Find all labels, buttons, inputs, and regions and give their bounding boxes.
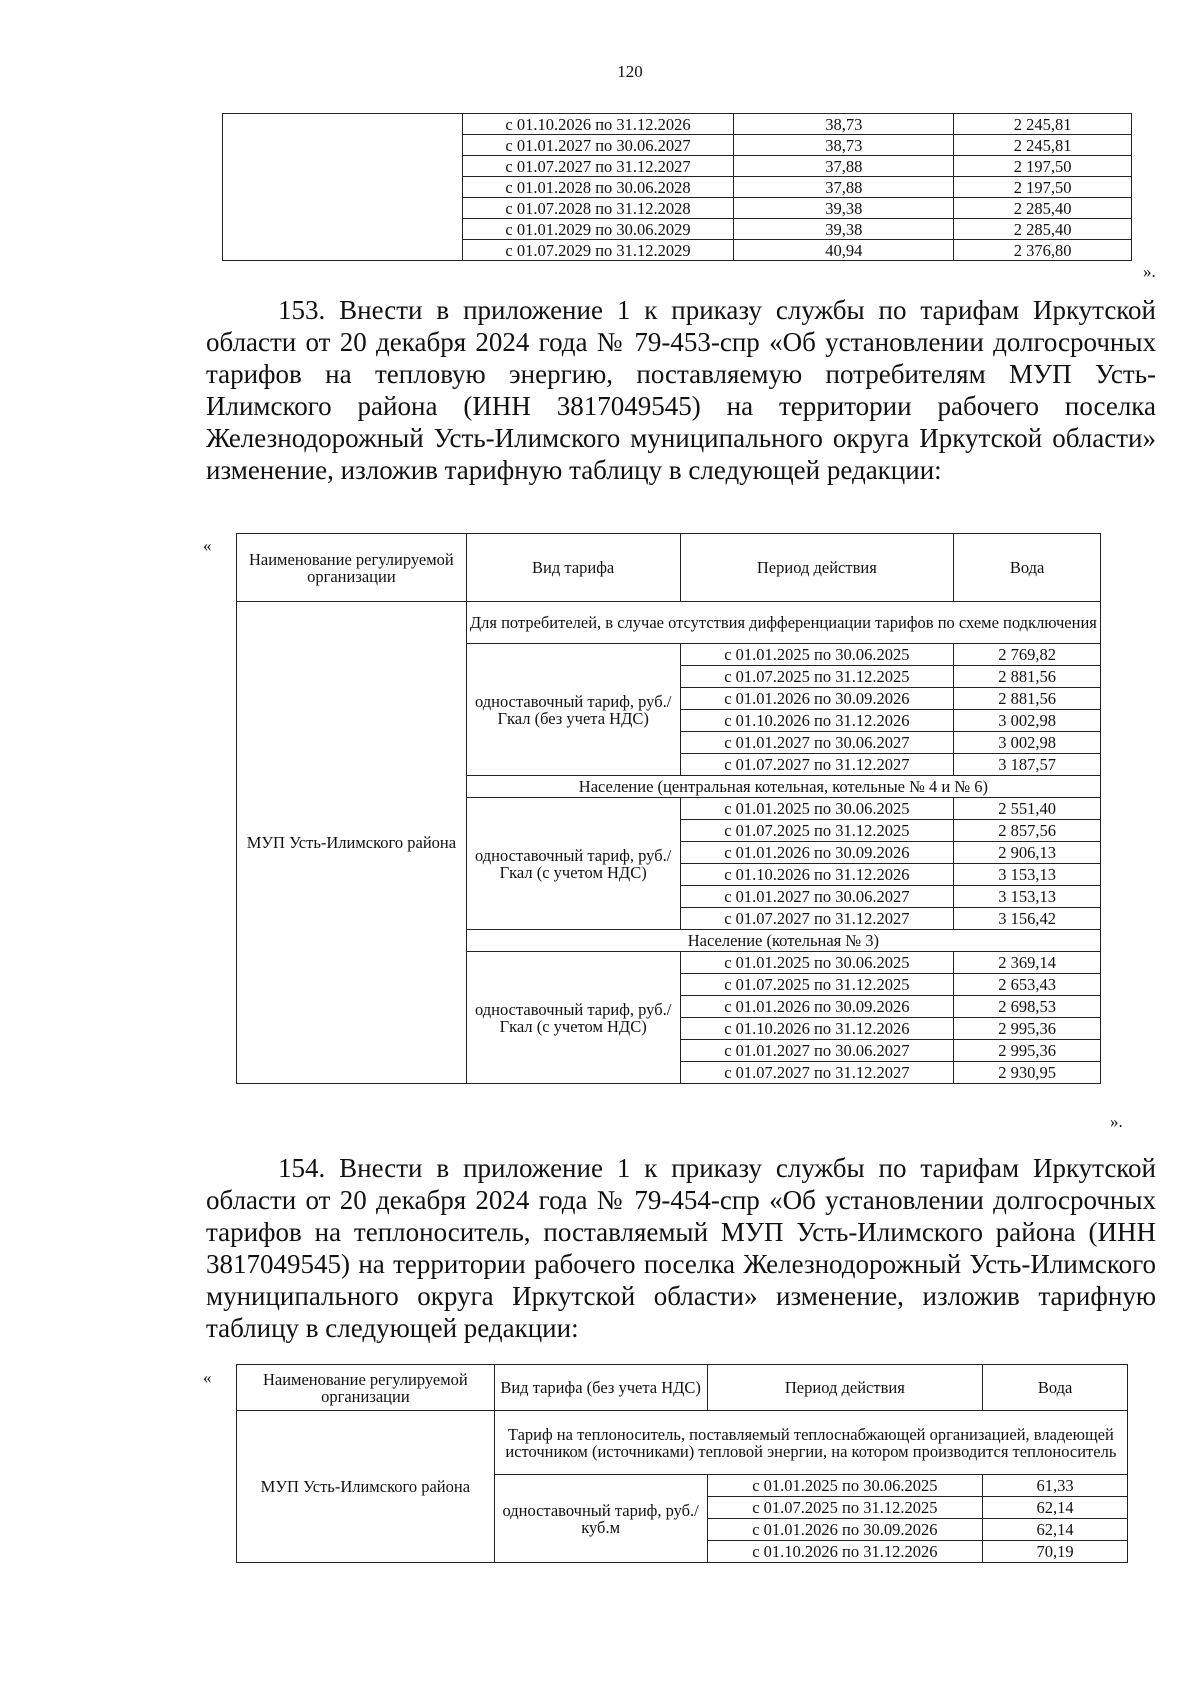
value-cell: 38,73 xyxy=(734,114,954,135)
value-cell: 70,19 xyxy=(983,1541,1128,1563)
org-name-cell: МУП Усть-Илимского района xyxy=(237,602,467,1084)
value-cell: 2 930,95 xyxy=(954,1062,1101,1084)
table153-close-quote: ». xyxy=(1110,1112,1123,1131)
value-cell: 2 906,13 xyxy=(954,842,1101,864)
period-cell: с 01.07.2029 по 31.12.2029 xyxy=(462,240,734,261)
period-cell: с 01.07.2027 по 31.12.2027 xyxy=(680,1062,954,1084)
value-cell: 2 881,56 xyxy=(954,688,1101,710)
value-cell: 2 769,82 xyxy=(954,644,1101,666)
period-cell: с 01.01.2027 по 30.06.2027 xyxy=(462,135,734,156)
header-org: Наименование регулируемой организации xyxy=(237,534,467,602)
value-cell: 2 881,56 xyxy=(954,666,1101,688)
value-cell: 39,38 xyxy=(734,219,954,240)
value-cell: 37,88 xyxy=(734,177,954,198)
period-cell: с 01.01.2026 по 30.09.2026 xyxy=(680,688,954,710)
value-cell: 2 995,36 xyxy=(954,1018,1101,1040)
value-cell: 2 197,50 xyxy=(954,177,1132,198)
value-cell: 2 369,14 xyxy=(954,952,1101,974)
period-cell: с 01.10.2026 по 31.12.2026 xyxy=(680,710,954,732)
value-cell: 37,88 xyxy=(734,156,954,177)
value-cell: 3 002,98 xyxy=(954,732,1101,754)
period-cell: с 01.07.2025 по 31.12.2025 xyxy=(707,1497,983,1519)
value-cell: 2 698,53 xyxy=(954,996,1101,1018)
period-cell: с 01.07.2025 по 31.12.2025 xyxy=(680,820,954,842)
period-cell: с 01.01.2026 по 30.09.2026 xyxy=(707,1519,983,1541)
header-period: Период действия xyxy=(707,1365,983,1411)
tariff-type-cell: одноставочный тариф, руб./Гкал (с учетом НДС) xyxy=(466,798,680,930)
paragraph-153: 153. Внести в приложение 1 к приказу службы по тарифам Иркутской области от 20 декабря 2024 года № 79-453-спр «Об установлении долгосрочных тарифов на тепловую энергию, поставляемую потребителям МУП Усть-Илимского района (ИНН 3817049545) на территории рабочего поселка Железнодорожный Усть-Илимского муниципального округа Иркутской области» изменение, изложив тарифную таблицу в следующей редакции: xyxy=(206,295,1156,485)
tariff-table-153 xyxy=(236,533,1101,1084)
value-cell: 62,14 xyxy=(983,1497,1128,1519)
value-cell: 2 285,40 xyxy=(954,219,1132,240)
value-cell: 2 245,81 xyxy=(954,114,1132,135)
group-title: Тариф на теплоноситель, поставляемый теплоснабжающей организацией, владеющей источником (источниками) тепловой энергии, на котором производится теплоноситель xyxy=(494,1411,1127,1475)
period-cell: с 01.01.2025 по 30.06.2025 xyxy=(680,798,954,820)
header-value: Вода xyxy=(954,534,1101,602)
tariff-type-cell: одноставочный тариф, руб./Гкал (без учета НДС) xyxy=(466,644,680,776)
top-close-quote: ». xyxy=(1143,262,1156,281)
period-cell: с 01.01.2028 по 30.06.2028 xyxy=(462,177,734,198)
tariff-type-cell: одноставочный тариф, руб./куб.м xyxy=(494,1475,707,1563)
value-cell: 3 153,13 xyxy=(954,864,1101,886)
period-cell: с 01.07.2025 по 31.12.2025 xyxy=(680,974,954,996)
org-name-cell: МУП Усть-Илимского района xyxy=(237,1411,495,1563)
value-cell: 2 376,80 xyxy=(954,240,1132,261)
header-tariff-type: Вид тарифа (без учета НДС) xyxy=(494,1365,707,1411)
value-cell: 38,73 xyxy=(734,135,954,156)
period-cell: с 01.10.2026 по 31.12.2026 xyxy=(462,114,734,135)
period-cell: с 01.07.2027 по 31.12.2027 xyxy=(462,156,734,177)
value-cell: 2 197,50 xyxy=(954,156,1132,177)
group-title: Для потребителей, в случае отсутствия дифференциации тарифов по схеме подключения xyxy=(466,602,1100,644)
period-cell: с 01.01.2025 по 30.06.2025 xyxy=(680,644,954,666)
value-cell: 3 187,57 xyxy=(954,754,1101,776)
value-cell: 2 551,40 xyxy=(954,798,1101,820)
org-cell-empty xyxy=(223,114,463,261)
table-header-row xyxy=(237,1365,1128,1411)
table-header-row xyxy=(237,534,1101,602)
paragraph-154: 154. Внести в приложение 1 к приказу службы по тарифам Иркутской области от 20 декабря 2024 года № 79-454-спр «Об установлении долгосрочных тарифов на теплоноситель, поставляемый МУП Усть-Илимского района (ИНН 3817049545) на территории рабочего поселка Железнодорожный Усть-Илимского муниципального округа Иркутской области» изменение, изложив тарифную таблицу в следующей редакции: xyxy=(206,1153,1156,1343)
table154-open-quote: « xyxy=(203,1368,212,1387)
group-title-row xyxy=(237,602,1101,644)
period-cell: с 01.10.2026 по 31.12.2026 xyxy=(680,1018,954,1040)
period-cell: с 01.07.2028 по 31.12.2028 xyxy=(462,198,734,219)
period-cell: с 01.01.2026 по 30.09.2026 xyxy=(680,996,954,1018)
tariff-type-cell: одноставочный тариф, руб./Гкал (с учетом НДС) xyxy=(466,952,680,1084)
period-cell: с 01.10.2026 по 31.12.2026 xyxy=(707,1541,983,1563)
value-cell: 2 653,43 xyxy=(954,974,1101,996)
value-cell: 39,38 xyxy=(734,198,954,219)
value-cell: 2 995,36 xyxy=(954,1040,1101,1062)
value-cell: 2 857,56 xyxy=(954,820,1101,842)
value-cell: 62,14 xyxy=(983,1519,1128,1541)
period-cell: с 01.07.2025 по 31.12.2025 xyxy=(680,666,954,688)
header-value: Вода xyxy=(983,1365,1128,1411)
period-cell: с 01.07.2027 по 31.12.2027 xyxy=(680,908,954,930)
value-cell: 3 156,42 xyxy=(954,908,1101,930)
period-cell: с 01.07.2027 по 31.12.2027 xyxy=(680,754,954,776)
period-cell: с 01.01.2027 по 30.06.2027 xyxy=(680,1040,954,1062)
header-tariff-type: Вид тарифа xyxy=(466,534,680,602)
page-number: 120 xyxy=(617,62,643,81)
value-cell: 40,94 xyxy=(734,240,954,261)
value-cell: 2 285,40 xyxy=(954,198,1132,219)
top-tariff-table xyxy=(222,113,1132,261)
value-cell: 3 153,13 xyxy=(954,886,1101,908)
group-title: Население (котельная № 3) xyxy=(466,930,1100,952)
value-cell: 61,33 xyxy=(983,1475,1128,1497)
header-period: Период действия xyxy=(680,534,954,602)
header-org: Наименование регулируемой организации xyxy=(237,1365,495,1411)
period-cell: с 01.01.2029 по 30.06.2029 xyxy=(462,219,734,240)
period-cell: с 01.01.2025 по 30.06.2025 xyxy=(680,952,954,974)
table-row xyxy=(223,114,1132,135)
period-cell: с 01.01.2025 по 30.06.2025 xyxy=(707,1475,983,1497)
value-cell: 3 002,98 xyxy=(954,710,1101,732)
period-cell: с 01.01.2027 по 30.06.2027 xyxy=(680,886,954,908)
period-cell: с 01.01.2026 по 30.09.2026 xyxy=(680,842,954,864)
tariff-table-154 xyxy=(236,1364,1128,1563)
table153-open-quote: « xyxy=(203,536,212,555)
group-title: Население (центральная котельная, котельные № 4 и № 6) xyxy=(466,776,1100,798)
period-cell: с 01.01.2027 по 30.06.2027 xyxy=(680,732,954,754)
period-cell: с 01.10.2026 по 31.12.2026 xyxy=(680,864,954,886)
group-title-row xyxy=(237,1411,1128,1475)
value-cell: 2 245,81 xyxy=(954,135,1132,156)
